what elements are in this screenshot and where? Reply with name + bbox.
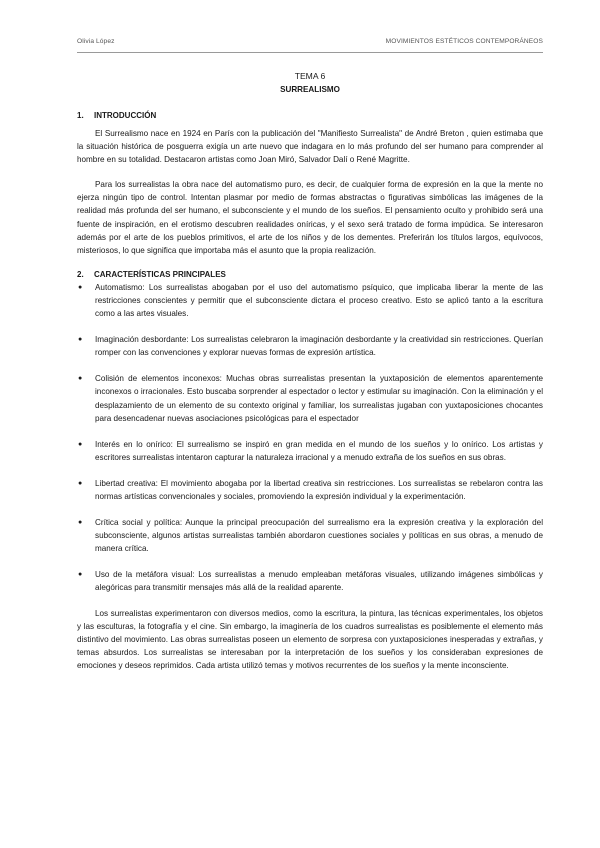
bullet-dot-icon: ● — [78, 479, 83, 487]
document-body — [77, 70, 543, 672]
list-item-text: Libertad creativa: El movimiento abogaba por la libertad creativa sin restricciones. Los surrealistas se rebelaron contra las normas artísticas convencionales y sociales, promoviendo la expresión individual y la experimentación. — [95, 478, 543, 501]
topic-label: TEMA 6 — [294, 71, 326, 81]
bullet-dot-icon: ● — [78, 283, 83, 291]
header-author: Olivia López — [77, 38, 115, 45]
section-title: INTRODUCCIÓN — [94, 111, 157, 120]
bullet-dot-icon: ● — [78, 336, 83, 344]
bullet-dot-icon: ● — [78, 375, 83, 383]
list-item-text: Colisión de elementos inconexos: Muchas obras surrealistas presentan la yuxtaposición de elementos aparentemente inconexos o irracionales. Esto buscaba sorprender al espectador o lector y estimular su imaginación. Con la eliminación y el desplazamiento de un elemento de su contexto original y familiar, los surrealistas jugaban con yuxtaposiciones chocantes para desencadenar nuevas asociaciones psicológicas para el espectador — [95, 374, 543, 423]
section-heading-caracteristicas — [77, 269, 543, 281]
list-item — [77, 516, 543, 555]
list-item — [77, 568, 543, 594]
bullet-dot-icon: ● — [78, 571, 83, 579]
paragraph: El Surrealismo nace en 1924 en París con la publicación del "Manifiesto Surrealista" de André Breton , quien estimaba que la situación histórica de posguerra exigía un arte nuevo que indagara en lo más profundo del ser humano para comprender al hombre en su totalidad. Destacaron artistas como Joan Miró, Salvador Dalí o René Magritte. — [77, 129, 543, 165]
header-course: MOVIMIENTOS ESTÉTICOS CONTEMPORÁNEOS — [385, 38, 543, 45]
bullet-dot-icon: ● — [78, 440, 83, 448]
header-divider — [77, 52, 543, 53]
section-title: CARACTERÍSTICAS PRINCIPALES — [94, 269, 226, 279]
section-number: 2. — [77, 269, 84, 279]
paragraph: Para los surrealistas la obra nace del automatismo puro, es decir, de cualquier forma de expresión en la que la mente no ejerza ningún tipo de control. Intentan plasmar por medio de formas abstractas o figurativas simbólicas las imágenes de la realidad más profunda del ser humano, el subconsciente y el mundo de los sueños. El pensamiento oculto y prohibido será una fuente de inspiración, en el erotismo descubren realidades oníricas, y el sexo será tratado de forma impúdica. Se interesaron además por el arte de los pueblos primitivos, el arte de los niños y de los dementes. Preferirán los títulos largos, equívocos, misteriosos, lo que significa que importaba más el asunto que la propia realización. — [77, 180, 543, 255]
list-item — [77, 333, 543, 359]
list-item-text: Interés en lo onírico: El surrealismo se inspiró en gran medida en el mundo de los sueños y lo onírico. Los artistas y escritores surrealistas intentaron capturar la naturaleza irracional y a menudo extraña de los sueños en sus obras. — [95, 439, 543, 462]
list-item-text: Imaginación desbordante: Los surrealistas celebraron la imaginación desbordante y la creatividad sin restricciones. Querían romper con las convenciones y explorar nuevas formas de expresión artística. — [95, 335, 543, 358]
bullet-dot-icon: ● — [78, 519, 83, 527]
list-item — [77, 281, 543, 320]
paragraph: Los surrealistas experimentaron con diversos medios, como la escritura, la pintura, las técnicas experimentales, los objetos y las esculturas, la fotografía y el cine. Sin embargo, la imaginería de los cuadros surrealistas es posiblemente el elemento más distintivo del movimiento. Las obras surrealistas poseen un elemento de sorpresa con yuxtaposiciones inesperadas y extrañas, y temas absurdos. Los surrealistas se interesaban por la interpretación de los sueños y los consideraban expresiones de emociones y deseos reprimidos. Cada artista utilizó temas y motivos recurrentes de los sueños y la mente inconsciente. — [77, 608, 543, 670]
list-item-text: Crítica social y política: Aunque la principal preocupación del surrealismo era la expresión creativa y la exploración del subconsciente, algunos artistas surrealistas también abordaron cuestiones sociales y políticas en sus obras, a menudo de manera crítica. — [95, 518, 543, 554]
list-item-text: Automatismo: Los surrealistas abogaban por el uso del automatismo psíquico, que implicaba liberar la mente de las restricciones conscientes y permitir que el subconsciente dictara el proceso creativo. Esto se aplicó tanto a la escritura como a las artes visuales. — [95, 282, 543, 319]
document-title: SURREALISMO — [280, 85, 340, 94]
section-number: 1. — [77, 111, 84, 120]
characteristics-list — [77, 281, 543, 595]
list-item — [77, 477, 543, 503]
list-item-text: Uso de la metáfora visual: Los surrealistas a menudo empleaban metáforas visuales, utilizando imágenes simbólicas y alegóricas para transmitir mensajes más allá de la realidad aparente. — [95, 570, 543, 593]
list-item — [77, 372, 543, 424]
list-item — [77, 438, 543, 464]
section-heading-introduccion — [77, 110, 543, 122]
